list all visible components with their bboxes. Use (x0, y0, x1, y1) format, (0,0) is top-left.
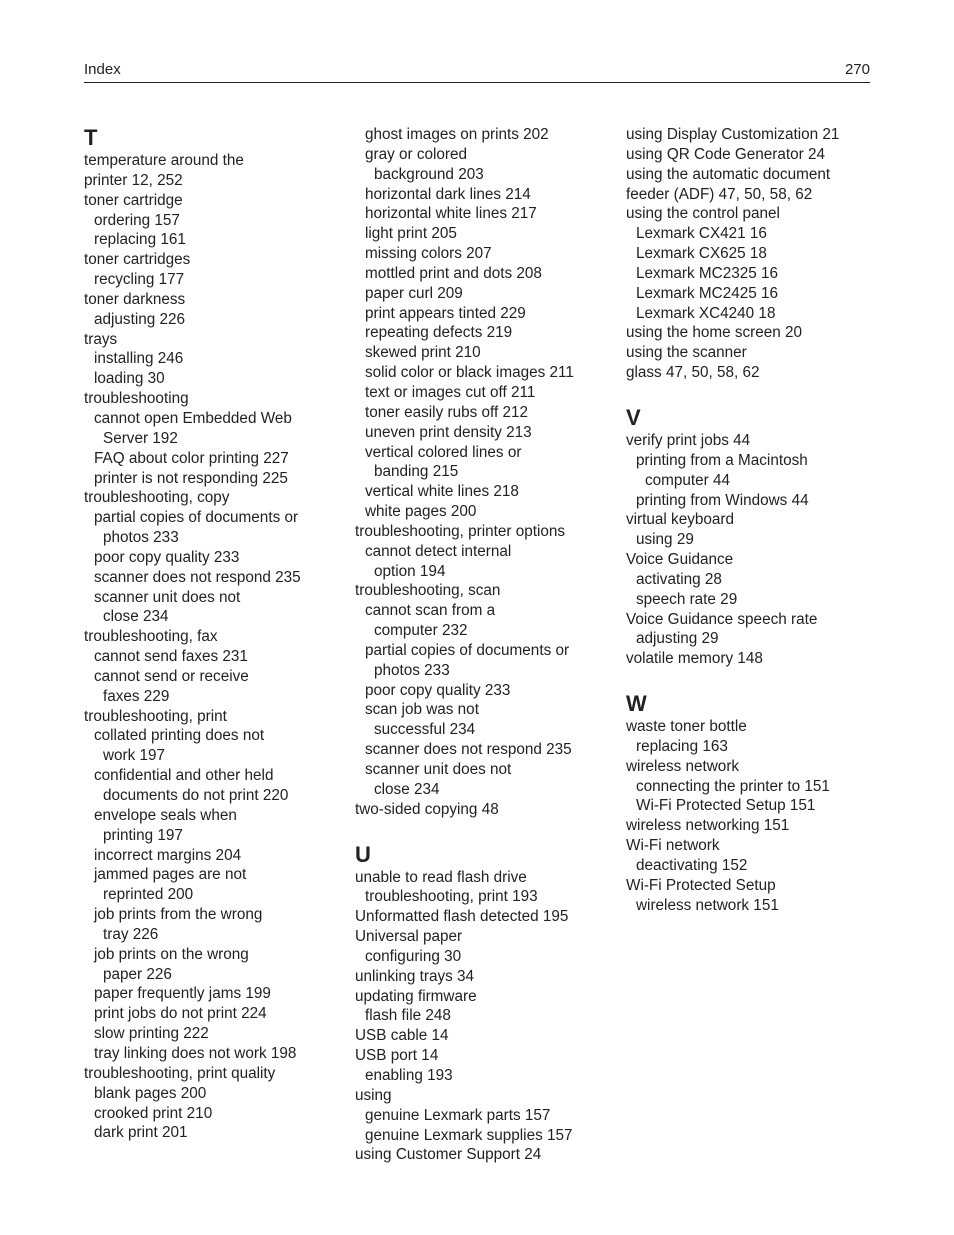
index-subentry: configuring 30 (365, 947, 462, 965)
index-subentry: connecting the printer to 151 (636, 777, 830, 795)
index-subentry: paper frequently jams 199 (94, 985, 271, 1003)
index-entry: updating firmware (355, 987, 477, 1005)
index-subentry: printing from Windows 44 (636, 491, 809, 509)
index-subentry: cannot send faxes 231 (94, 648, 248, 666)
index-subentry: using 29 (636, 531, 694, 549)
index-subentry: documents do not print 220 (103, 787, 289, 804)
index-entry: trays (84, 330, 118, 348)
index-entry: using the automatic document (626, 165, 831, 183)
index-subentry: printing 197 (103, 826, 183, 844)
index-entry: feeder (ADF) 47, 50, 58, 62 (626, 185, 813, 203)
index-letter-heading: U (355, 841, 371, 867)
index-subentry: Server 192 (103, 429, 178, 447)
index-subentry: option 194 (374, 562, 446, 580)
index-entry: Unformatted flash detected 195 (355, 908, 569, 926)
index-subentry: scanner does not respond 235 (94, 568, 301, 586)
index-subentry: Lexmark CX421 16 (636, 225, 767, 243)
index-subentry: background 203 (374, 165, 484, 183)
index-subentry: blank pages 200 (94, 1084, 207, 1102)
index-subentry: tray linking does not work 198 (94, 1044, 297, 1062)
index-subentry: vertical colored lines or (365, 443, 522, 461)
index-entry: Voice Guidance speech rate (626, 610, 818, 628)
index-subentry: collated printing does not (94, 727, 265, 745)
index-entry: troubleshooting, scan (355, 582, 501, 600)
index-entry: Voice Guidance (626, 551, 734, 569)
index-subentry: reprinted 200 (103, 886, 194, 904)
index-subentry: vertical white lines 218 (365, 483, 519, 501)
index-entry: using the home screen 20 (626, 324, 803, 342)
index-subentry: scanner unit does not (94, 588, 241, 606)
index-subentry: dark print 201 (94, 1124, 188, 1142)
index-entry: toner cartridges (84, 251, 191, 269)
index-subentry: installing 246 (94, 350, 184, 368)
index-entry: virtual keyboard (626, 511, 734, 529)
index-entry: troubleshooting, print quality (84, 1064, 276, 1082)
index-entry: troubleshooting, print (84, 707, 227, 725)
index-subentry: ghost images on prints 202 (365, 126, 549, 143)
index-subentry: partial copies of documents or (94, 509, 299, 527)
index-entry: using Display Customization 21 (626, 126, 840, 143)
index-subentry: flash file 248 (365, 1007, 451, 1025)
index-entry: troubleshooting, printer options (355, 522, 566, 540)
index-subentry: replacing 161 (94, 231, 186, 249)
index-subentry: cannot detect internal (365, 542, 512, 560)
index-subentry: printing from a Macintosh (636, 451, 808, 469)
index-subentry: mottled print and dots 208 (365, 264, 542, 282)
index-subentry: printer is not responding 225 (94, 469, 288, 487)
index-entry: troubleshooting (84, 390, 189, 408)
index-entry: unable to read flash drive (355, 868, 527, 886)
index-subentry: print appears tinted 229 (365, 304, 526, 322)
index-entry: volatile memory 148 (626, 650, 763, 668)
index-subentry: FAQ about color printing 227 (94, 449, 289, 467)
index-subentry: jammed pages are not (94, 866, 247, 884)
index-entry: verify print jobs 44 (626, 431, 751, 449)
index-entry: using Customer Support 24 (355, 1146, 542, 1164)
page-header (84, 60, 870, 83)
index-entry: troubleshooting, fax (84, 628, 218, 646)
index-subentry: scanner does not respond 235 (365, 741, 572, 759)
index-subentry: horizontal white lines 217 (365, 205, 537, 223)
index-subentry: replacing 163 (636, 737, 728, 755)
index-letter-heading: V (626, 404, 641, 430)
index-subentry: computer 44 (645, 471, 731, 489)
index-subentry: adjusting 226 (94, 310, 186, 328)
index-subentry: text or images cut off 211 (365, 383, 536, 401)
index-entry: Wi‑Fi Protected Setup (626, 876, 776, 894)
index-subentry: successful 234 (374, 721, 476, 739)
index-subentry: wireless network 151 (636, 896, 779, 914)
index-column-2 (355, 124, 615, 1165)
index-subentry: photos 233 (374, 661, 450, 679)
index-subentry: paper curl 209 (365, 284, 463, 302)
index-subentry: paper 226 (103, 965, 172, 983)
index-letter-heading: W (626, 691, 647, 717)
index-subentry: deactivating 152 (636, 857, 748, 874)
index-entry: using QR Code Generator 24 (626, 145, 825, 163)
index-subentry: Lexmark MC2425 16 (636, 284, 778, 302)
index-subentry: job prints on the wrong (94, 945, 249, 963)
index-subentry: uneven print density 213 (365, 423, 532, 441)
index-subentry: close 234 (103, 608, 169, 626)
page-number: 270 (844, 61, 870, 78)
index-subentry: genuine Lexmark supplies 157 (365, 1126, 573, 1144)
index-entry: Universal paper (355, 928, 463, 946)
index-entry: printer 12, 252 (84, 171, 183, 189)
index-subentry: Lexmark CX625 18 (636, 245, 767, 263)
index-subentry: partial copies of documents or (365, 641, 570, 659)
index-subentry: work 197 (103, 747, 166, 765)
index-entry: using (355, 1086, 392, 1104)
index-letter-heading: T (84, 125, 98, 150)
index-entry: USB cable 14 (355, 1027, 449, 1045)
index-subentry: tray 226 (103, 925, 159, 943)
index-subentry: troubleshooting, print 193 (365, 888, 538, 906)
index-subentry: genuine Lexmark parts 157 (365, 1106, 551, 1124)
index-entry: using the scanner (626, 344, 747, 362)
index-entry: waste toner bottle (626, 718, 747, 736)
index-subentry: crooked print 210 (94, 1104, 213, 1122)
index-entry: wireless networking 151 (626, 817, 790, 835)
index-entry: troubleshooting, copy (84, 489, 230, 507)
index-subentry: speech rate 29 (636, 590, 738, 608)
index-entry: unlinking trays 34 (355, 967, 475, 985)
index-subentry: confidential and other held (94, 767, 274, 785)
index-subentry: Wi‑Fi Protected Setup 151 (636, 797, 816, 815)
index-subentry: cannot scan from a (365, 602, 496, 620)
index-subentry: job prints from the wrong (94, 906, 263, 924)
index-subentry: scanner unit does not (365, 761, 512, 778)
index-entry: toner darkness (84, 290, 186, 308)
index-subentry: Lexmark XC4240 18 (636, 304, 776, 322)
index-subentry: light print 205 (365, 225, 457, 243)
index-subentry: activating 28 (636, 570, 722, 588)
index-subentry: incorrect margins 204 (94, 846, 242, 864)
index-subentry: computer 232 (374, 622, 468, 640)
index-entry: Wi‑Fi network (626, 837, 720, 855)
index-subentry: faxes 229 (103, 687, 170, 705)
index-subentry: missing colors 207 (365, 245, 492, 263)
index-column-3 (626, 124, 886, 916)
index-subentry: close 234 (374, 780, 440, 798)
index-subentry: solid color or black images 211 (365, 364, 574, 382)
index-subentry: gray or colored (365, 145, 468, 163)
index-subentry: enabling 193 (365, 1066, 453, 1084)
index-subentry: photos 233 (103, 529, 179, 547)
index-entry: toner cartridge (84, 191, 183, 209)
index-entry: glass 47, 50, 58, 62 (626, 364, 760, 382)
index-subentry: adjusting 29 (636, 630, 719, 648)
index-column-1 (84, 124, 344, 1143)
index-subentry: repeating defects 219 (365, 324, 513, 342)
index-entry: USB port 14 (355, 1047, 439, 1065)
index-subentry: loading 30 (94, 370, 165, 388)
index-subentry: horizontal dark lines 214 (365, 185, 531, 203)
index-subentry: scan job was not (365, 701, 479, 719)
index-subentry: cannot send or receive (94, 667, 249, 685)
index-subentry: slow printing 222 (94, 1025, 209, 1043)
index-subentry: envelope seals when (94, 806, 237, 824)
index-subentry: ordering 157 (94, 211, 180, 229)
index-entry: using the control panel (626, 205, 780, 223)
index-subentry: print jobs do not print 224 (94, 1005, 267, 1023)
index-subentry: recycling 177 (94, 271, 185, 289)
index-subentry: white pages 200 (365, 503, 477, 521)
index-entry: temperature around the (84, 152, 244, 169)
index-subentry: poor copy quality 233 (94, 548, 240, 566)
index-subentry: skewed print 210 (365, 344, 481, 362)
index-subentry: cannot open Embedded Web (94, 409, 292, 427)
index-subentry: Lexmark MC2325 16 (636, 264, 778, 282)
index-subentry: poor copy quality 233 (365, 681, 511, 699)
index-subentry: toner easily rubs off 212 (365, 403, 528, 421)
index-entry: two-sided copying 48 (355, 800, 499, 818)
section-title: Index (84, 61, 121, 78)
index-entry: wireless network (626, 757, 740, 775)
index-subentry: banding 215 (374, 463, 459, 481)
